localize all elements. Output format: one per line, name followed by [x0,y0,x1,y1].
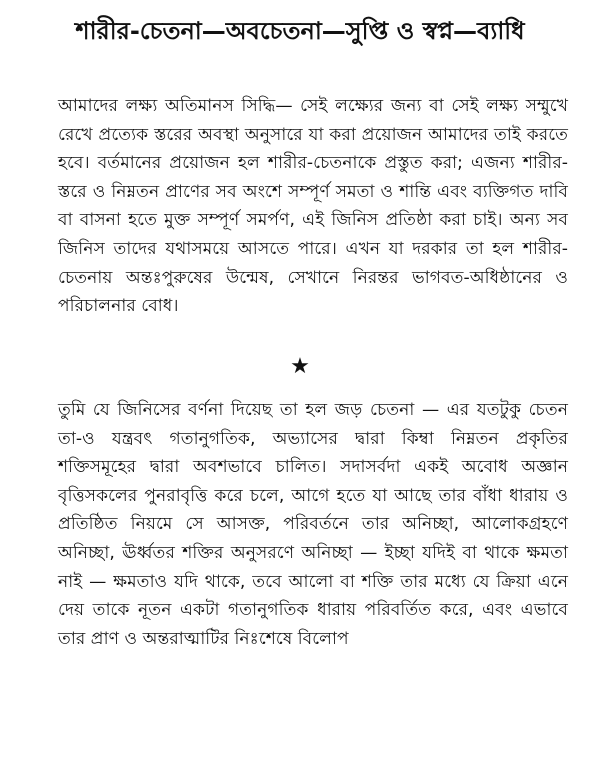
star-separator: ★ [290,354,310,379]
page-title: শারীর-চেতনা—অবচেতনা—সুপ্তি ও স্বপ্ন—ব্যাধি [75,17,525,45]
paragraph: তুমি যে জিনিসের বর্ণনা দিয়েছ তা হল জড় চেতনা — এর যতটুকু চেতন তা-ও যন্ত্রবৎ গতানুগতিক, অভ্যাসের দ্বারা কিম্বা নিম্নতন প্রকৃতির শক্তিসমূহের দ্বারা অবশভাবে চালিত। সদাসর্বদা একই অবোধ অজ্ঞান বৃত্তিসকলের পুনরাবৃত্তি করে চলে, আগে হতে যা আছে তার বাঁধা ধারায় ও প্রতিষ্ঠিত নিয়মে সে আসক্ত, পরিবর্তনে তার অনিচ্ছা, আলোকগ্রহণে অনিচ্ছা, ঊর্ধ্বতর শক্তির অনুসরণে অনিচ্ছা — ইচ্ছা যদিই বা থাকে ক্ষমতা নাই — ক্ষমতাও যদি থাকে, তবে আলো বা শক্তি তার মধ্যে যে ক্রিয়া এনে দেয় তাকে নূতন একটা গতানুগতিক ধারায় পরিবর্তিত করে, এবং এভাবে তার প্রাণ ও অন্তরাত্মাটির নিঃশেষে বিলোপ [58,400,568,649]
paragraph: আমাদের লক্ষ্য অতিমানস সিদ্ধি— সেই লক্ষ্যের জন্য বা সেই লক্ষ্য সম্মুখে রেখে প্রত্যেক স্তরের অবস্থা অনুসারে যা করা প্রয়োজন আমাদের তাই করতে হবে। বর্তমানের প্রয়োজন হল শারীর-চেতনাকে প্রস্তুত করা; এজন্য শারীর-স্তরে ও নিম্নতন প্রাণের সব অংশে সম্পূর্ণ সমতা ও শান্তি এবং ব্যক্তিগত দাবি বা বাসনা হতে মুক্ত সম্পূর্ণ সমর্পণ, এই জিনিস প্রতিষ্ঠা করা চাই। অন্য সব জিনিস তাদের যথাসময়ে আসতে পারে। এখন যা দরকার তা হল শারীর-চেতনায় অন্তঃপুরুষের উন্মেষ, সেখানে নিরন্তর ভাগবত-অধিষ্ঠানের ও পরিচালনার বোধ। [58,96,568,317]
